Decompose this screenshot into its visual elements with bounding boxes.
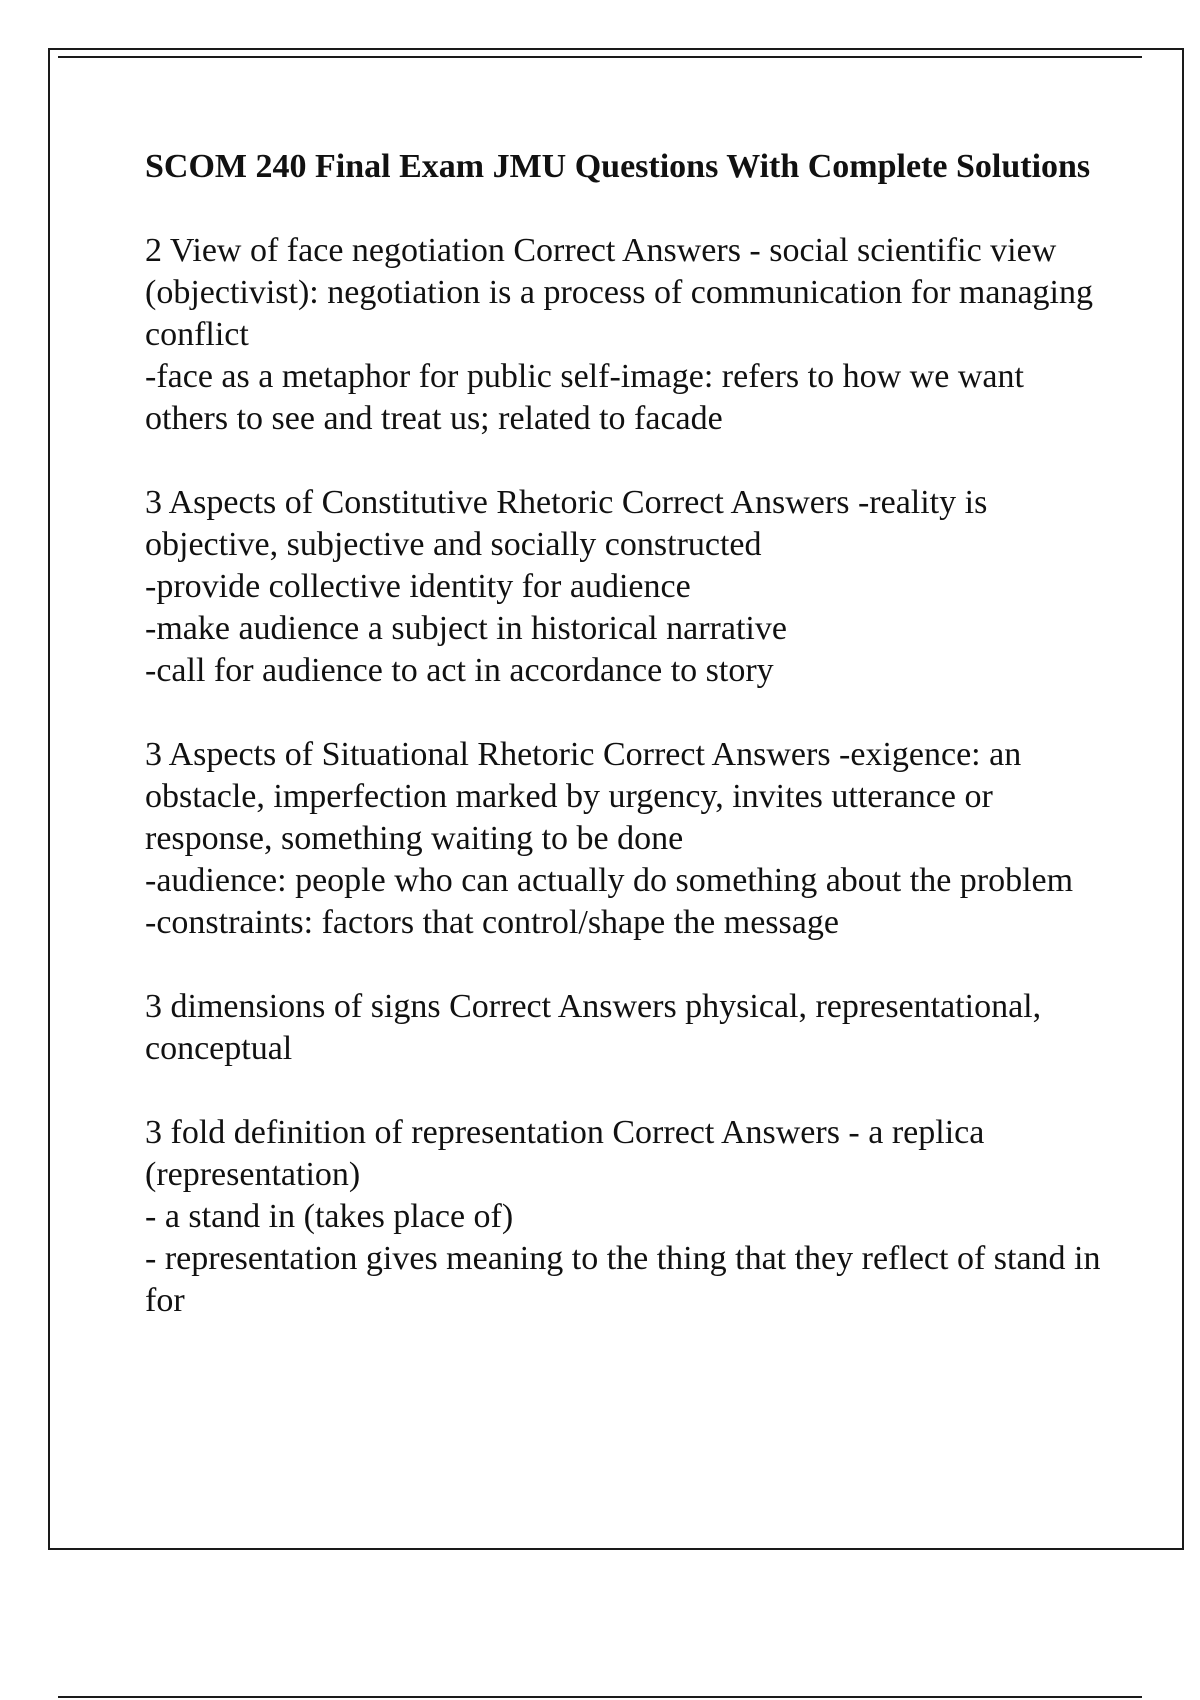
document-title: SCOM 240 Final Exam JMU Questions With Complete Solutions xyxy=(145,148,1091,185)
qa-entry-constitutive-rhetoric: 3 Aspects of Constitutive Rhetoric Correct Answers -reality is objective, subjective and socially constructed -provide collective identity for audience -make audience a subject in historical narrative -call for audience to act in accordance to story xyxy=(145,484,988,689)
qa-entry-situational-rhetoric: 3 Aspects of Situational Rhetoric Correct Answers -exigence: an obstacle, imperfection marked by urgency, invites utterance or response, something waiting to be done -audience: people who can actually do something about the problem -constraints: factors that control/shape the message xyxy=(145,736,1074,941)
document-body xyxy=(145,146,1105,1364)
qa-entry-face-negotiation: 2 View of face negotiation Correct Answers - social scientific view (objectivist): negotiation is a process of communication for managing conflict -face as a metaphor for public self-image: refers to how we want others to see and treat us; related to facade xyxy=(145,232,1093,437)
qa-entry-representation: 3 fold definition of representation Correct Answers - a replica (representation) - a stand in (takes place of) - representation gives meaning to the thing that they reflect of stand in for xyxy=(145,1114,1101,1319)
qa-entry-dimensions-of-signs: 3 dimensions of signs Correct Answers physical, representational, conceptual xyxy=(145,988,1042,1067)
bottom-rule xyxy=(58,1696,1142,1698)
